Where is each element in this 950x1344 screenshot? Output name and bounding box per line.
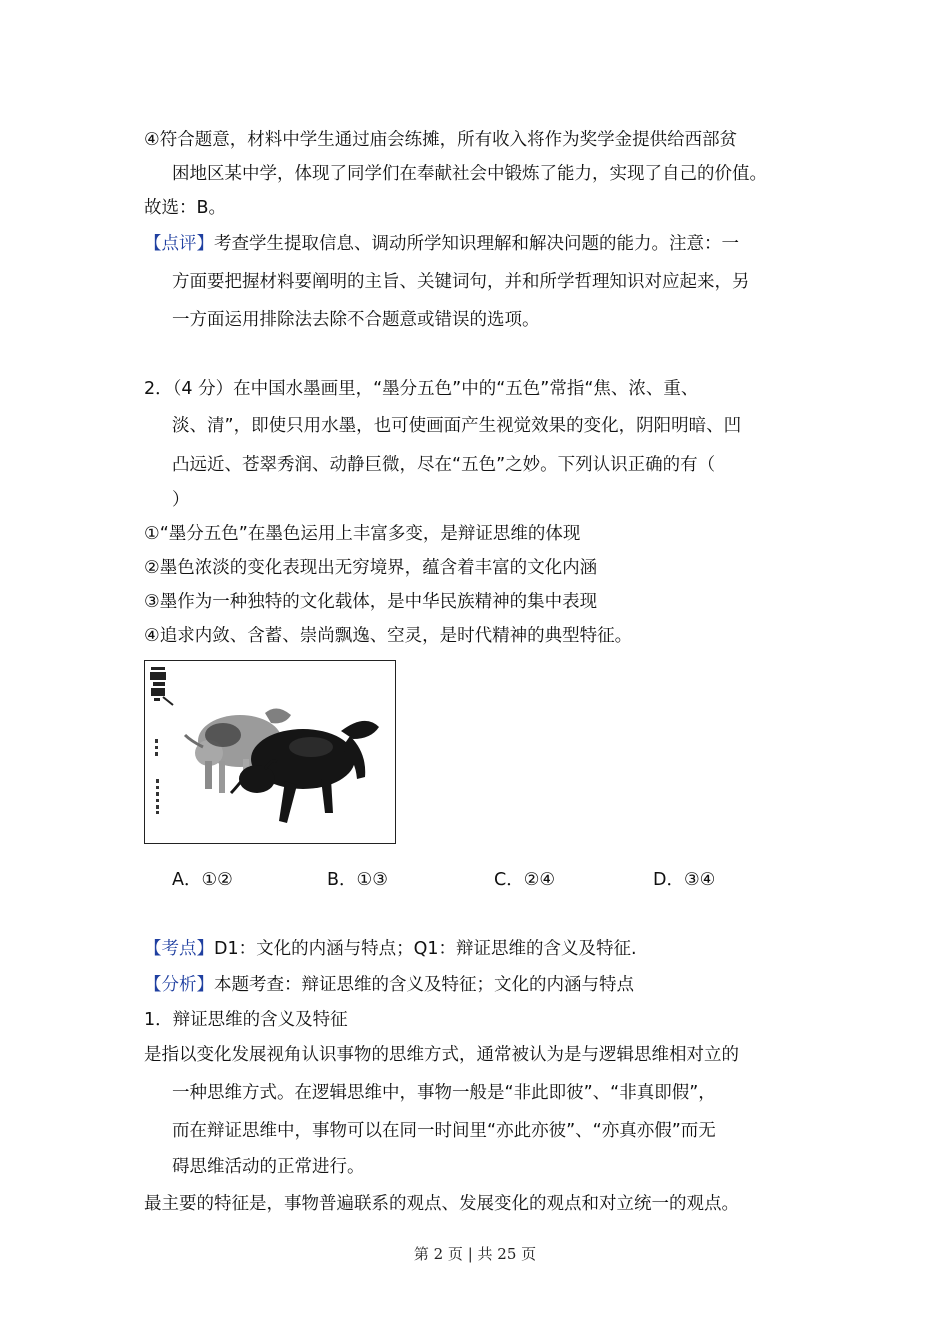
text-line: 淡、清”，即使只用水墨，也可使画面产生视觉效果的变化，阴阳明暗、凹 bbox=[172, 416, 742, 436]
text-line: 方面要把握材料要阐明的主旨、关键词句，并和所学哲理知识对应起来，另 bbox=[172, 272, 750, 292]
text-line: 碍思维活动的正常进行。 bbox=[172, 1157, 365, 1177]
option-c: C．②④ bbox=[494, 870, 556, 890]
text-line: ） bbox=[172, 490, 190, 510]
kaodian-line: 【考点】D1：文化的内涵与特点；Q1：辩证思维的含义及特征. bbox=[144, 939, 637, 959]
ink-painting-image bbox=[144, 660, 396, 844]
text-line: 一种思维方式。在逻辑思维中，事物一般是“非此即彼”、“非真即假”， bbox=[172, 1083, 716, 1103]
option-a: A．①② bbox=[172, 870, 233, 890]
text-line: 困地区某中学，体现了同学们在奉献社会中锻炼了能力，实现了自己的价值。 bbox=[172, 164, 767, 184]
statement-2: ②墨色浓淡的变化表现出无穷境界，蕴含着丰富的文化内涵 bbox=[144, 558, 598, 578]
option-d: D．③④ bbox=[653, 870, 716, 890]
text-line: 最主要的特征是，事物普遍联系的观点、发展变化的观点和对立统一的观点。 bbox=[144, 1194, 739, 1214]
text-line: ④符合题意，材料中学生通过庙会练摊，所有收入将作为奖学金提供给西部贫 bbox=[144, 130, 738, 150]
kaodian-tag: 【考点】 bbox=[144, 939, 214, 959]
text-line: 而在辩证思维中，事物可以在同一时间里“亦此亦彼”、“亦真亦假”而无 bbox=[172, 1121, 716, 1141]
answer-line: 故选：B。 bbox=[144, 198, 227, 218]
comment-tag: 【点评】 bbox=[144, 234, 214, 254]
comment-line: 【点评】考查学生提取信息、调动所学知识理解和解决问题的能力。注意：一 bbox=[144, 234, 739, 254]
text-line: 凸远近、苍翠秀润、动静巨微，尽在“五色”之妙。下列认识正确的有（ bbox=[172, 455, 716, 475]
page-footer: 第 2 页 | 共 25 页 bbox=[413, 1245, 537, 1263]
question-title: 2．（4 分）在中国水墨画里，“墨分五色”中的“五色”常指“焦、浓、重、 bbox=[144, 379, 699, 399]
fenxi-tag: 【分析】 bbox=[144, 975, 214, 995]
fenxi-line: 【分析】本题考查：辩证思维的含义及特征；文化的内涵与特点 bbox=[144, 975, 634, 995]
statement-3: ③墨作为一种独特的文化载体，是中华民族精神的集中表现 bbox=[144, 592, 598, 612]
option-b: B．①③ bbox=[327, 870, 388, 890]
text-line: 一方面运用排除法去除不合题意或错误的选项。 bbox=[172, 310, 540, 330]
text-line: 是指以变化发展视角认识事物的思维方式，通常被认为是与逻辑思维相对立的 bbox=[144, 1045, 739, 1065]
statement-4: ④追求内敛、含蓄、崇尚飘逸、空灵，是时代精神的典型特征。 bbox=[144, 626, 633, 646]
statement-1: ①“墨分五色”在墨色运用上丰富多变，是辩证思维的体现 bbox=[144, 524, 581, 544]
section-heading: 1．辩证思维的含义及特征 bbox=[144, 1010, 348, 1030]
calligraphy-mark bbox=[150, 667, 173, 705]
ink-bulls-illustration bbox=[145, 661, 394, 842]
